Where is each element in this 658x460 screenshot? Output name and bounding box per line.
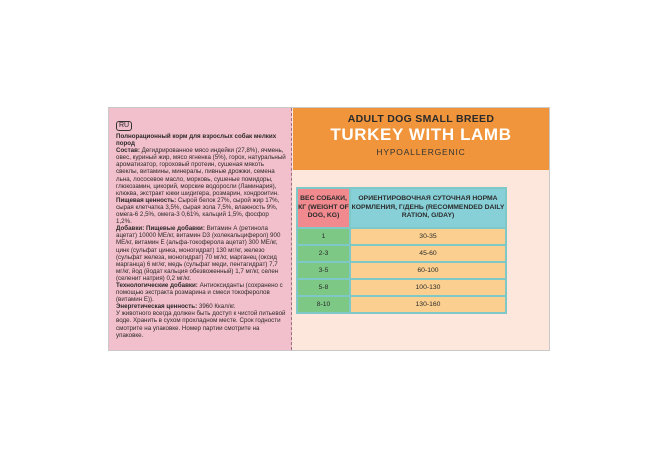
product-description: Полнорационный корм для взрослых собак мелких пород bbox=[116, 133, 277, 148]
product-header-band bbox=[293, 108, 549, 170]
composition-text: Дегидрированное мясо индейки (27,8%), ячмень, овес, куриный жир, мясо ягненка (5%), горох, натуральный ароматизатор, гороховый протеин, сушеная мякоть свеклы, витамины, минералы, пивные дрожжи, семена льна, лососевое масло, морковь, сушеные помидоры, глюкозамин, цикорий, морские водоросли (Ламинария), клюква, экстракт юкки шидигера, розмарин, хондроитин. bbox=[116, 147, 286, 197]
nutrition-text: Сырой белок 27%, сырой жир 17%, сырая клетчатка 3,5%, сырая зола 7,5%, влажность 9%, омега-6 2,5%, омега-3 0,61%, кальций 1,5%, фосфор 1,2%. bbox=[116, 196, 280, 226]
header-weight: ВЕС СОБАКИ, КГ (WEIGHT OF DOG, KG) bbox=[298, 189, 349, 227]
product-panel bbox=[293, 108, 549, 350]
feeding-table bbox=[296, 187, 507, 314]
energy-label: Энергетическая ценность: bbox=[116, 303, 198, 311]
table-row bbox=[298, 246, 505, 261]
product-claim: HYPOALLERGENIC bbox=[376, 147, 466, 157]
tech-additives-text: Антиоксиданты (сохранено с помощью экстракта розмарина и смеси токоферолов (витамин Е)). bbox=[116, 281, 283, 304]
ration-cell: 45-60 bbox=[351, 246, 505, 261]
tech-additives-label: Технологические добавки: bbox=[116, 281, 198, 289]
weight-cell: 8-10 bbox=[298, 297, 349, 312]
ration-cell: 60-100 bbox=[351, 263, 505, 278]
composition-text-block bbox=[116, 133, 286, 339]
weight-cell: 3-5 bbox=[298, 263, 349, 278]
ration-cell: 100-130 bbox=[351, 280, 505, 295]
table-row bbox=[298, 263, 505, 278]
composition-label: Состав: bbox=[116, 147, 140, 155]
additives-text: Витамин А (ретинола ацетат) 10000 МЕ/кг, витамин D3 (холекальциферол) 900 МЕ/кг, витамин Е (альфа-токоферола ацетат) 300 МЕ/кг, цинк (сульфат цинка, моногидрат) 130 мг/кг, железо (сульфат железа, моногидрат) 70 мг/кг, марганец (оксид марганца) 6 мг/кг, медь (сульфат меди, пентагидрат) 7,7 мг/кг, йод (йодат кальция обезвоженный) 1,7 мг/кг, селен (селенит натрия) 0,2 мг/кг. bbox=[116, 225, 281, 282]
storage-note: У животного всегда должен быть доступ к чистой питьевой воде. Хранить в сухом прохладном месте. Срок годности смотрите на упаковке. Номер партии смотрите на упаковке. bbox=[116, 310, 286, 339]
weight-cell: 5-8 bbox=[298, 280, 349, 295]
energy-text: 3960 Ккал/кг. bbox=[197, 303, 236, 311]
table-row bbox=[298, 280, 505, 295]
header-ration: ОРИЕНТИРОВОЧНАЯ СУТОЧНАЯ НОРМА КОРМЛЕНИЯ, Г/ДЕНЬ (RECOMMENDED DAILY RATION, G/DAY) bbox=[351, 189, 505, 227]
composition-panel bbox=[109, 108, 292, 350]
product-label bbox=[108, 107, 550, 351]
ration-cell: 30-35 bbox=[351, 229, 505, 244]
weight-cell: 1 bbox=[298, 229, 349, 244]
table-row bbox=[298, 297, 505, 312]
weight-cell: 2-3 bbox=[298, 246, 349, 261]
language-badge: RU bbox=[116, 121, 132, 131]
nutrition-label: Пищевая ценность: bbox=[116, 196, 177, 204]
table-row bbox=[298, 229, 505, 244]
additives-label: Добавки: Пищевые добавки: bbox=[116, 225, 205, 233]
product-line: ADULT DOG SMALL BREED bbox=[347, 113, 495, 125]
product-flavor: TURKEY WITH LAMB bbox=[330, 125, 512, 144]
feeding-table-header bbox=[298, 189, 505, 227]
ration-cell: 130-160 bbox=[351, 297, 505, 312]
